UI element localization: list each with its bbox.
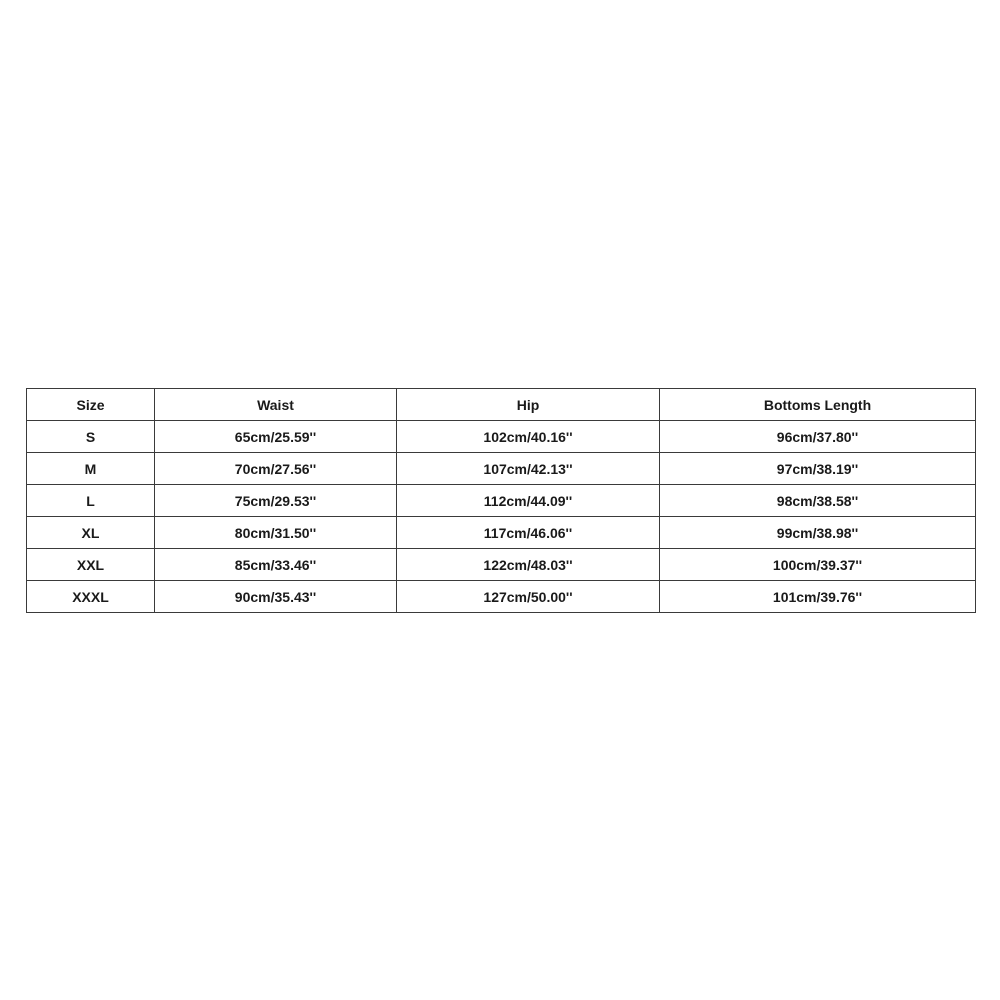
header-size: Size [27, 389, 155, 421]
cell-waist: 90cm/35.43'' [155, 581, 397, 613]
cell-waist: 80cm/31.50'' [155, 517, 397, 549]
table-row [27, 421, 976, 453]
header-hip: Hip [397, 389, 660, 421]
table-row [27, 581, 976, 613]
cell-bottoms-length: 98cm/38.58'' [660, 485, 976, 517]
cell-bottoms-length: 99cm/38.98'' [660, 517, 976, 549]
cell-hip: 127cm/50.00'' [397, 581, 660, 613]
cell-hip: 112cm/44.09'' [397, 485, 660, 517]
header-bottoms-length: Bottoms Length [660, 389, 976, 421]
cell-waist: 75cm/29.53'' [155, 485, 397, 517]
cell-waist: 70cm/27.56'' [155, 453, 397, 485]
size-chart-table [26, 388, 976, 613]
cell-waist: 65cm/25.59'' [155, 421, 397, 453]
cell-size: XXL [27, 549, 155, 581]
cell-size: XL [27, 517, 155, 549]
cell-bottoms-length: 96cm/37.80'' [660, 421, 976, 453]
cell-bottoms-length: 101cm/39.76'' [660, 581, 976, 613]
cell-size: XXXL [27, 581, 155, 613]
table-row [27, 485, 976, 517]
table-row [27, 453, 976, 485]
cell-hip: 117cm/46.06'' [397, 517, 660, 549]
cell-size: M [27, 453, 155, 485]
cell-hip: 107cm/42.13'' [397, 453, 660, 485]
cell-size: L [27, 485, 155, 517]
cell-size: S [27, 421, 155, 453]
table-row [27, 549, 976, 581]
cell-bottoms-length: 100cm/39.37'' [660, 549, 976, 581]
table-header-row [27, 389, 976, 421]
table-row [27, 517, 976, 549]
cell-bottoms-length: 97cm/38.19'' [660, 453, 976, 485]
cell-waist: 85cm/33.46'' [155, 549, 397, 581]
cell-hip: 102cm/40.16'' [397, 421, 660, 453]
cell-hip: 122cm/48.03'' [397, 549, 660, 581]
header-waist: Waist [155, 389, 397, 421]
